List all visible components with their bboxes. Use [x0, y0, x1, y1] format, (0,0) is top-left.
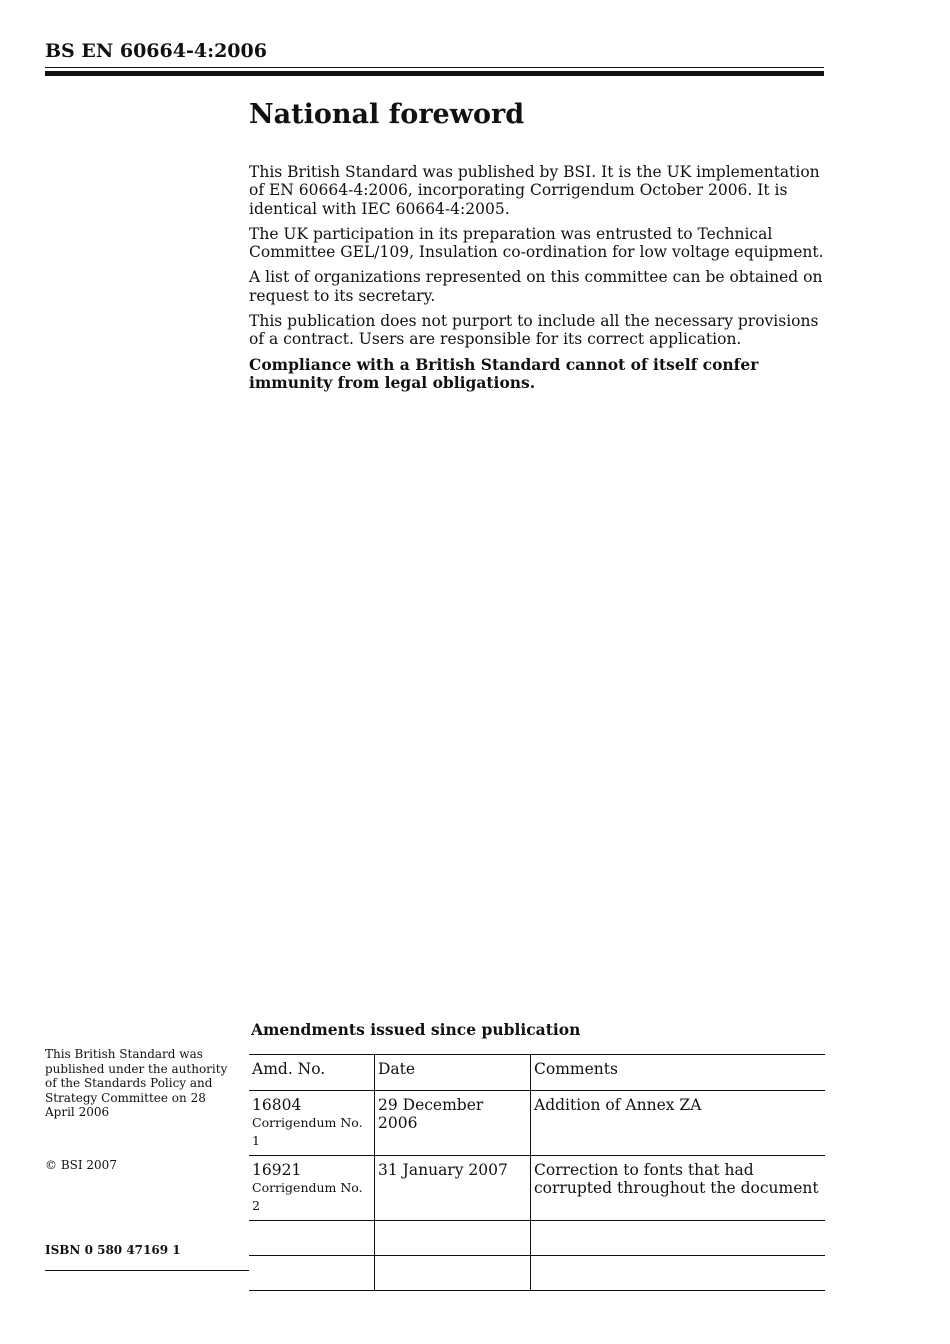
header-rule-thick: [45, 71, 824, 76]
empty-cell: [375, 1221, 531, 1256]
amd-no-cell: [249, 1156, 375, 1221]
table-row-empty: [249, 1221, 825, 1256]
corrigendum-label: Corrigendum No. 1: [252, 1115, 363, 1148]
comments-cell: Correction to fonts that had corrupted throughout the document: [531, 1156, 826, 1221]
empty-cell: [249, 1221, 375, 1256]
amd-no: 16804: [252, 1096, 302, 1114]
empty-cell: [375, 1256, 531, 1291]
empty-cell: [531, 1256, 826, 1291]
publication-authority-note: This British Standard was published under the authority of the Standards Policy and Strategy Committee on 28 April 2006: [45, 1047, 228, 1119]
header-rule-thin: [45, 67, 824, 68]
table-row: [249, 1156, 825, 1221]
amd-no: 16921: [252, 1161, 302, 1179]
amd-no-cell: [249, 1091, 375, 1156]
empty-cell: [249, 1256, 375, 1291]
page-title: National foreword: [249, 99, 525, 130]
compliance-statement: Compliance with a British Standard cannot of itself confer immunity from legal obligations.: [249, 354, 759, 392]
column-header-comments: Comments: [531, 1055, 826, 1091]
foreword-paragraph: This British Standard was published by BSI. It is the UK implementation of EN 60664-4:2006, incorporating Corrigendum October 2006. It is identical with IEC 60664-4:2005.: [249, 163, 820, 218]
amendments-heading: Amendments issued since publication: [251, 1020, 581, 1039]
amendments-table: [249, 1054, 825, 1291]
empty-cell: [531, 1221, 826, 1256]
foreword-body: [249, 163, 827, 399]
foreword-paragraph: The UK participation in its preparation was entrusted to Technical Committee GEL/109, Insulation co-ordination for low voltage equipment.: [249, 224, 824, 262]
corrigendum-label: Corrigendum No. 2: [252, 1180, 363, 1213]
document-code: BS EN 60664-4:2006: [45, 40, 267, 62]
table-row-empty: [249, 1256, 825, 1291]
comments-cell: Addition of Annex ZA: [531, 1091, 826, 1156]
footer-rule: [45, 1270, 249, 1271]
column-header-amd-no: Amd. No.: [249, 1055, 375, 1091]
table-header-row: [249, 1055, 825, 1091]
copyright-notice: © BSI 2007: [45, 1158, 117, 1172]
date-cell: 31 January 2007: [375, 1156, 531, 1221]
foreword-paragraph: This publication does not purport to include all the necessary provisions of a contract. Users are responsible for its correct application.: [249, 312, 819, 349]
table-row: [249, 1091, 825, 1156]
isbn: ISBN 0 580 47169 1: [45, 1243, 181, 1257]
date-cell: 29 December 2006: [375, 1091, 531, 1156]
foreword-paragraph: A list of organizations represented on this committee can be obtained on request to its secretary.: [249, 268, 823, 305]
column-header-date: Date: [375, 1055, 531, 1091]
